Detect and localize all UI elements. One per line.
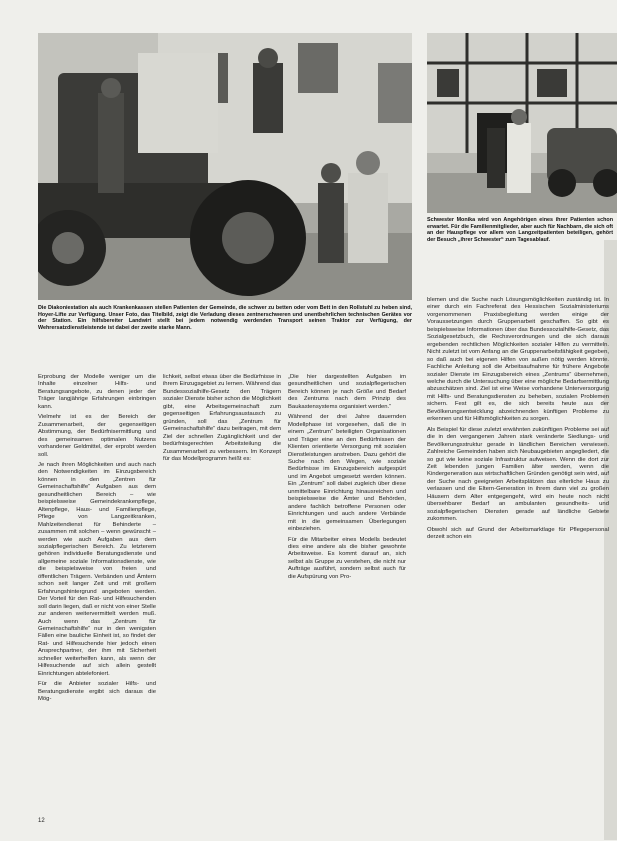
text-column-4 — [427, 297, 609, 826]
photo-caption-side: Schwester Monika wird von Angehörigen eines ihrer Patienten schon erwartet. Für die Familienmitglieder, aber auch für Nachbarn, die sich oft an der Hauspflege vor allem von Langzeitpatienten beteiligen, gehört der Besuch „ihrer Schwester“ zum Tagesablauf. — [427, 217, 613, 243]
photo-tractor-loading — [38, 33, 412, 300]
photo-caption-main: Die Diakoniestation als auch Krankenkassen stellen Patienten der Gemeinde, die schwer zu betten oder vom Bett in den Rollstuhl zu heben sind, Hoyer-Lifte zur Verfügung. Unser Foto, das Titelbild, zeigt die Verladung dieses zentnerschweren und unentbehrlichen technischen Gerätes vor der Station. Ein hilfsbereiter Landwirt stellt bei jedem notwendig werdenden Transport seinen Traktor zur Verfügung, der Wehrersatzdienstleistende ist dabei der zweite starke Mann. — [38, 305, 412, 331]
paragraph: Für die Anbieter sozialer Hilfs- und Beratungsdienste ergibt sich daraus die Mög- — [38, 681, 156, 703]
text-column-1 — [38, 374, 156, 826]
page-number: 12 — [38, 818, 45, 824]
photo-nurse-visit — [427, 33, 617, 213]
paragraph: Je nach ihren Möglichkeiten und auch nach den Notwendigkeiten im Einzugsbereich können in den „Zentren für Gemeinschaftshilfe“ Aufgaben aus dem gesundheitlichen Bereich – wie beispielsweise Gemeindekrankenpflege, Altenpflege, Haus- und Familienpflege, Pflege von Langzeitkranken, Mahlzeitendienst für Behinderte – zusammen mit solchen – wenn gewünscht – werden wie auch Aufgaben aus dem sozialpflegerischen Bereich. Zu letzterem gehören individuelle Beratungsdienste und allgemeine soziale Informationsdienste, wie die beispielsweise von freien und öffentlichen Trägern. Verbänden und Ämtern schon seit langer Zeit und mit großem Erfahrungshintergrund angeboten werden. Der Vorteil für den Rat- und Hilfesuchenden soll darin liegen, daß er nicht von einer Stelle zur anderen weitervermittelt werden muß. Auch wenn das „Zentrum für Gemeinschaftshilfe“ nur in den wenigsten Fällen eine bauliche Einheit ist, so findet der Rat- und Hilfesuchende hier jedoch einen Ansprechpartner, der ihm mit Sicherheit schneller weiterhelfen kann, als wenn der Hilfesuchende auf sich allein gestellt Einrichtungen abtelefoniert. — [38, 461, 156, 677]
paragraph: lichkeit, selbst etwas über die Bedürfnisse in ihrem Einzugsgebiet zu lernen. Während das Bundessozialhilfe-Gesetz den Trägern sozialer Dienste bisher schon die Möglichkeit gibt, eine Arbeitsgemeinschaft zum gegenseitigen Erfahrungsaustausch zu gründen, soll das „Zentrum für Gemeinschaftshilfe“ dazu beitragen, mit dem Ziel der schnellen Zugänglichkeit und der bedürfnisgerechten Arbeitsteilung die Zusammenarbeit zu verbessern. Im Konzept für das Modellprogramm heißt es: — [163, 374, 281, 462]
paragraph: Für die Mitarbeiter eines Modells bedeutet dies eine andere als die bisher gewohnte Arbeitsweise. Es kommt darauf an, sich selbst als Gruppe zu verstehen, die nicht nur Aufträge ausführt, sondern selbst auch für die Aufspürung von Pro- — [288, 536, 406, 580]
text-column-2 — [163, 374, 281, 826]
paragraph: Während der drei Jahre dauernden Modellphase ist vorgesehen, daß die in einem „Zentrum“ beteiligten Organisationen und Träger eine an den Bedürfnissen der Klienten orientierte Versorgung mit sozialen Dienstleistungen anstreben. Dazu gehört die Suche nach den Wegen, wie soziale Bedürfnisse im Einzugsbereich aufgespürt und im Angebot umgesetzt werden können. Ein „Zentrum“ soll dabei zugleich über diese unmittelbare Einrichtung hinausreichen und beispielsweise die Ämter und Behörden, andere fachlich betroffene Personen oder Einrichtungen und auch andere Verbände mit in die gemeinsamen Überlegungen einbeziehen. — [288, 414, 406, 533]
text-column-3 — [288, 374, 406, 826]
paragraph: Als Beispiel für diese zuletzt erwähnten zukünftigen Probleme sei auf die in den vergangenen Jahren stark veränderte Siedlungs- und Bevölkerungsstruktur gerade in ländlichen Bereichen verwiesen. Zahlreiche Gemeinden haben sich Neubaugebieten angegliedert, die so gut wie keine soziale Infrastruktur aufweisen. Wenn die dort zur Zeit lebenden jungen Familien älter werden, wenn die Kindergeneration aus wirtschaftlichen Gründen genötigt sein wird, auf der Suche nach geeigneten Arbeitsplätzen das elterliche Haus zu verlassen und die Eltern-Generation in ihrem dann viel zu großen Häusern dem Alter entgegengeht, wird ein heute noch nicht übersehbarer Bedarf an ambulanten gesundheits- und sozialpflegerischen Diensten gerade auf ländliche Gebiete zukommen. — [427, 426, 609, 523]
paragraph: blemen und die Suche nach Lösungsmöglichkeiten zuständig ist. In einer durch ein Fachreferat des Hessischen Sozialministeriums vorgenommenen Praxisbegleitung werden einige der Voraussetzungen durch Gruppenarbeit geschaffen. So gibt es beispielsweise Informationen über das Bundessozialhilfe-Gesetz, das Sozialgesetzbuch, die Rechsverordnungen und die sich daraus ergebenden rechtlichen Möglichkeiten sozialer Hilfen zu vermitteln. Nicht zuletzt ist vom Anfang an die Gruppenarbeitsfähigkeit gegeben, so daß auch bei eigenen Hilfen von außen nötig werden könnte. Fachliche Anleitung soll die Arbeitsaufnahme für frühere Angebote sozialer Dienste im Einzugsbereich eines „Zentrums“ übernehmen, welche durch die Untersuchung über eine mögliche Bedarfsermittlung abzuschätzen sind. Ziel ist eine Weise vorhandene Unterversorgung mit Hilfs- und Beratungsdiensten zu beheben, sozialen Problemen sichern. Fest gilt es, die sich bereits heute aus der Bevölkerungsentwicklung abzeichnenden künftigen Probleme zu erkennen und für Hilfsmöglichkeiten zu sorgen. — [427, 297, 609, 423]
paragraph: Vielmehr ist es der Bereich der Zusammenarbeit, der gegenseitigen Abstimmung, der Bedürfnisermittlung und des gemeinsamen optimalen Nutzens vorhandener Geldmittel, der erprobt werden soll. — [38, 414, 156, 458]
paragraph: Erprobung der Modelle weniger um die Inhalte einzelner Hilfs- und Beratungsangebote, zu denen jeder der Träger langjährige Erfahrungen einbringen kann. — [38, 374, 156, 410]
paragraph: „Die hier dargestellten Aufgaben im gesundheitlichen und sozialpflegerischen Bereich können je nach Größe und Bedarf des Zentrums nach dem Prinzip des Baukastensystems organisiert werden.“ — [288, 374, 406, 410]
paragraph: Obwohl sich auf Grund der Arbeitsmarktlage für Pflegepersonal derzeit schon ein — [427, 526, 609, 541]
